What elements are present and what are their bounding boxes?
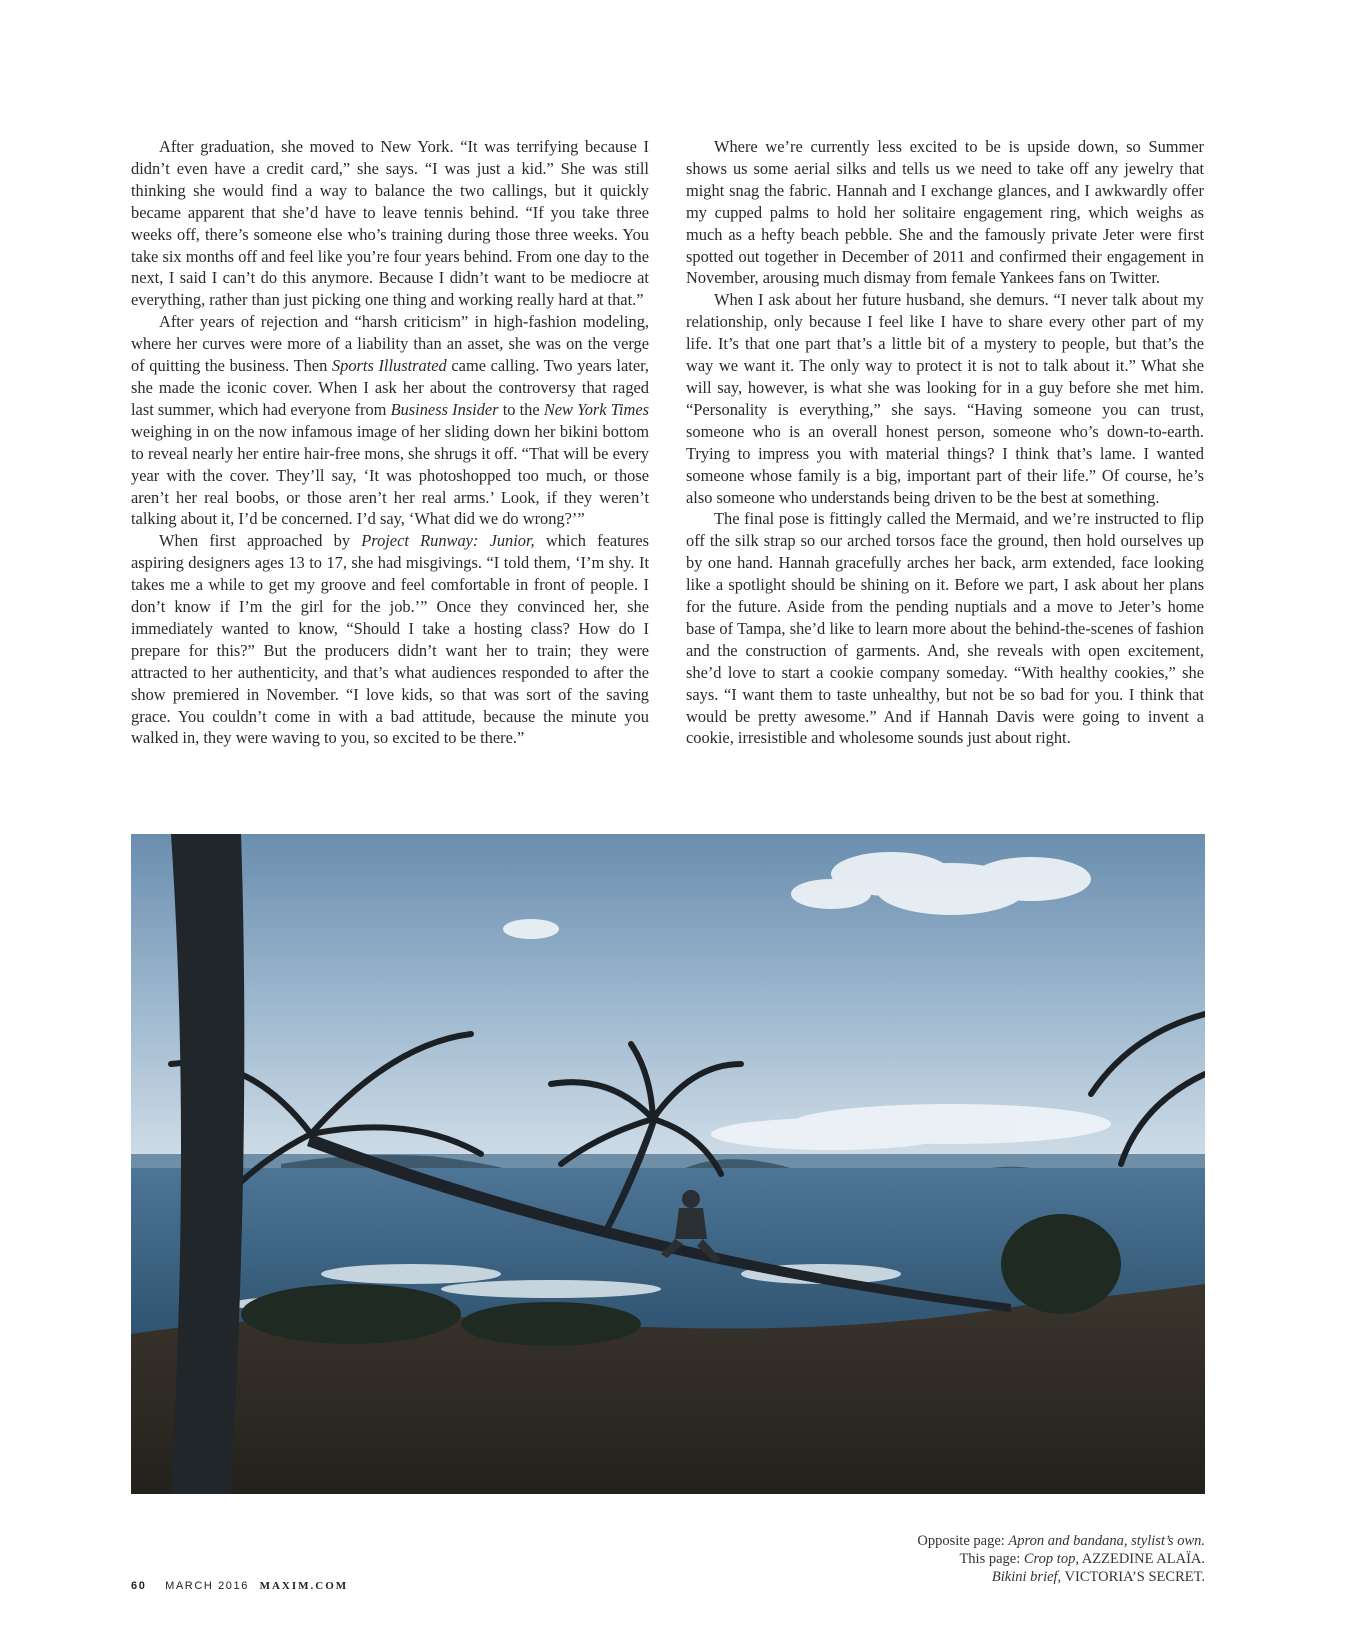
page-number: 60 bbox=[131, 1580, 147, 1592]
paragraph-segment: Project Runway: Junior, bbox=[361, 531, 535, 551]
paragraph-segment: When I ask about her future husband, she demurs. “I never talk about my relationship, only because I feel like I have to share every other part of my life. It’s that one part that’s a little bit of a mystery to people, but that’s the way we want it. The only way to protect it is not to talk about it.” What she will say, however, is what she was looking for in a guy before she met him. “Personality is everything,” she says. “Having someone you can trust, someone who is an overall honest person, someone who’s down-to-earth. Trying to impress you with material things? I think that’s lame. I wanted someone whose family is a big, important part of their life.” Of course, he’s also someone who understands being driven to be the best at something. bbox=[686, 290, 1204, 507]
photo-scene bbox=[131, 834, 1205, 1494]
article-paragraph bbox=[131, 530, 649, 749]
photo-caption bbox=[917, 1532, 1205, 1586]
paragraph-segment: After years of rejection and “harsh criticism” in high-fashion modeling, where her curves were more of a liability than an asset, she was on the verge of quitting the business. Then bbox=[131, 312, 649, 376]
issue-date: MARCH 2016 bbox=[165, 1580, 249, 1592]
article-paragraph bbox=[686, 508, 1204, 749]
caption-segment: Crop top, bbox=[1023, 1551, 1079, 1567]
caption-segment: Apron and bandana, stylist’s own. bbox=[1008, 1533, 1205, 1549]
article-left-column bbox=[131, 136, 649, 749]
article-paragraph bbox=[131, 311, 649, 530]
caption-line bbox=[917, 1550, 1205, 1568]
paragraph-segment: Where we’re currently less excited to be is upside down, so Summer shows us some aerial silks and tells us we need to take off any jewelry that might snag the fabric. Hannah and I exchange glances, and I awkwardly offer my cupped palms to hold her solitaire engagement ring, which weighs as much as a hefty beach pebble. She and the famously private Jeter were first spotted out together in December of 2011 and confirmed their engagement in November, arousing much dismay from female Yankees fans on Twitter. bbox=[686, 137, 1204, 288]
caption-segment: Opposite page: bbox=[917, 1533, 1009, 1549]
site-name: MAXIM.COM bbox=[259, 1580, 349, 1592]
beach-palm-photo bbox=[131, 834, 1205, 1494]
foreground-palm-trunk bbox=[171, 834, 244, 1494]
paragraph-segment: Business Insider bbox=[390, 399, 499, 419]
paragraph-segment: When first approached by bbox=[159, 531, 362, 551]
caption-line bbox=[917, 1568, 1205, 1586]
paragraph-segment: The final pose is fittingly called the Mermaid, and we’re instructed to flip off the silk strap so our arched torsos face the ground, then hold ourselves up by one hand. Hannah gracefully arches her back, arm extended, face looking like a spotlight should be shining on it. Before we part, I ask about her plans for the future. Aside from the pending nuptials and a move to Jeter’s home base of Tampa, she’d like to learn more about the behind-the-scenes of fashion and the construction of garments. And, she reveals with open excitement, she’d love to start a cookie company someday. “With healthy cookies,” she says. “I want them to taste unhealthy, but not be so bad for you. I think that would be pretty awesome.” And if Hannah Davis were going to invent a cookie, irresistible and wholesome sounds just about right. bbox=[686, 509, 1204, 748]
caption-segment: VICTORIA’S SECRET. bbox=[1061, 1569, 1205, 1585]
caption-line bbox=[917, 1532, 1205, 1550]
page-folio bbox=[131, 1580, 348, 1592]
paragraph-segment: New York Times bbox=[543, 399, 649, 419]
article-paragraph bbox=[131, 136, 649, 311]
article-paragraph bbox=[686, 136, 1204, 289]
article-paragraph bbox=[686, 289, 1204, 508]
article-right-column bbox=[686, 136, 1204, 749]
paragraph-segment: to the bbox=[498, 399, 544, 419]
caption-segment: AZZEDINE ALAÏA. bbox=[1078, 1551, 1205, 1567]
caption-segment: This page: bbox=[959, 1551, 1024, 1567]
paragraph-segment: came calling. Two years later, she made the iconic cover. When I ask her about the controversy that raged last summer, which had everyone from bbox=[131, 356, 649, 419]
paragraph-segment: After graduation, she moved to New York. “It was terrifying because I didn’t even have a credit card,” she says. “I was just a kid.” She was still thinking she would find a way to balance the two callings, but it quickly became apparent that she’d have to leave tennis behind. “If you take three weeks off, there’s someone else who’s training during those three weeks. You take six months off and feel like you’re four years behind. From one day to the next, I said I can’t do this anymore. Because I didn’t want to be mediocre at everything, rather than just picking one thing and working really hard at that.” bbox=[131, 137, 649, 310]
paragraph-segment: Sports Illustrated bbox=[331, 356, 447, 376]
caption-segment: Bikini brief, bbox=[991, 1569, 1062, 1585]
paragraph-segment: which features aspiring designers ages 13 to 17, she had misgivings. “I told them, ‘I’m shy. It takes me a while to get my groove and feel comfortable in front of people. I don’t know if I’m the girl for the job.’” Once they convinced her, she immediately wanted to know, “Should I take a hosting class? How do I prepare for this?” But the producers didn’t want her to train; they were attracted to her authenticity, and that’s what audiences responded to after the show premiered in November. “I love kids, so that was sort of the saving grace. You couldn’t come in with a bad attitude, because the minute you walked in, they were waving to you, so excited to be there.” bbox=[131, 531, 650, 748]
paragraph-segment: weighing in on the now infamous image of her sliding down her bikini bottom to reveal nearly her entire hair-free mons, she shrugs it off. “That will be every year with the cover. They’ll say, ‘It was photoshopped too much, or those aren’t her real boobs, or those aren’t her real arms.’ Look, if they weren’t talking about it, I’d be concerned. I’d say, ‘What did we do wrong?’” bbox=[131, 421, 649, 529]
